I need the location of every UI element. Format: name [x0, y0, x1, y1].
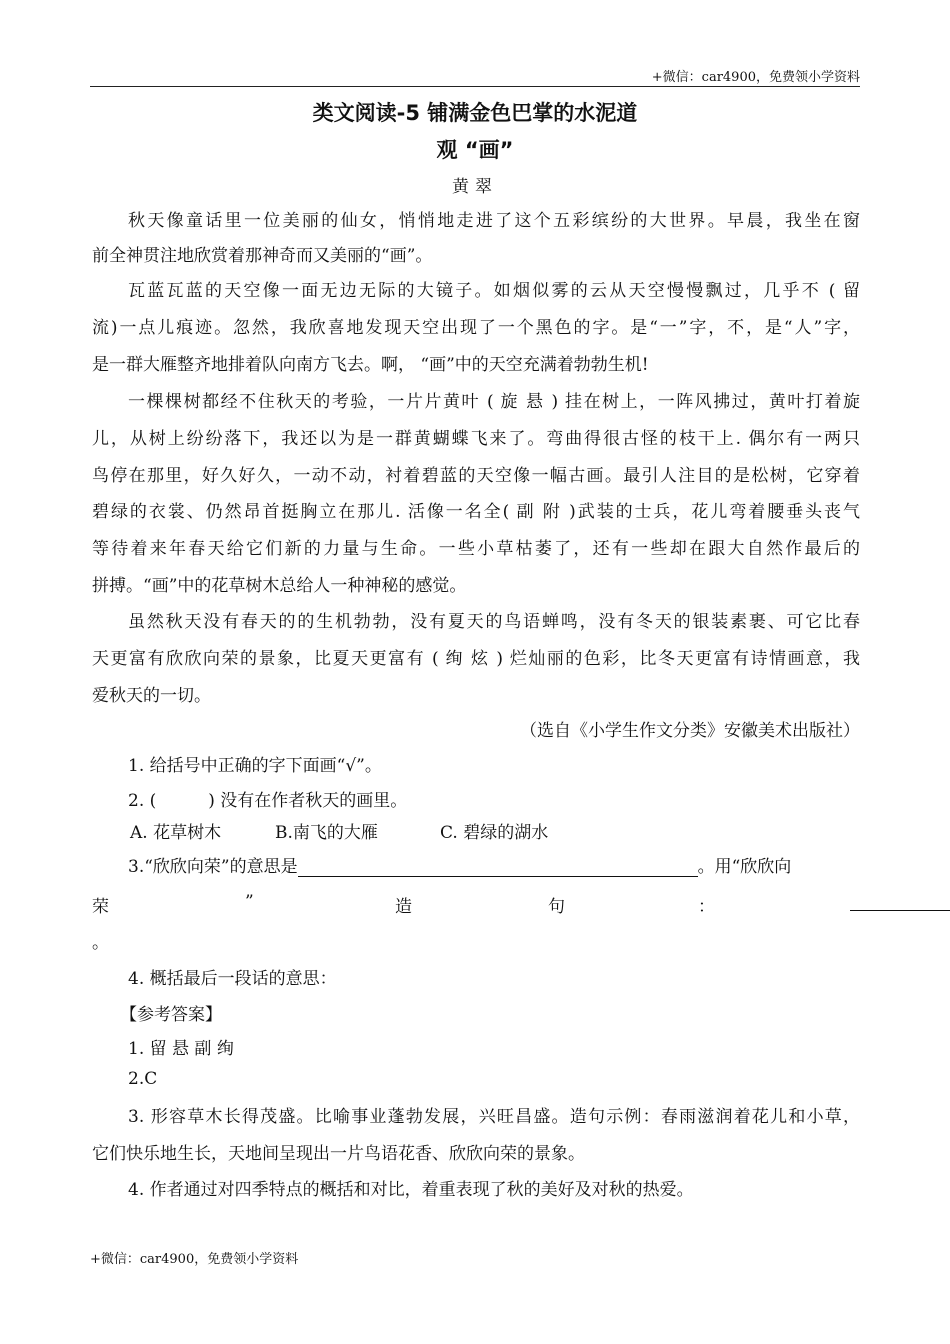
paragraph-line: 虽然秋天没有春天的的生机勃勃，没有夏天的鸟语蝉鸣，没有冬天的银装素裹、可它比春: [128, 612, 860, 632]
option-a: A. 花草树木: [130, 823, 222, 843]
paragraph-line: 碧绿的衣裳、仍然昂首挺胸立在那儿. 活像一名全( 副 附 )武装的士兵，花儿弯着腰垂头丧气: [92, 502, 860, 522]
paragraph-line: 前全神贯注地欣赏着那神奇而又美丽的“画”。: [92, 246, 433, 266]
paragraph-line: 拼搏。“画”中的花草树木总给人一种神秘的感觉。: [92, 576, 467, 596]
question-3-word: 句: [548, 897, 565, 917]
paragraph-line: 流)一点儿痕迹。忽然，我欣喜地发现天空出现了一个黑色的字。是“一”字，不，是“人”字，: [92, 318, 860, 338]
question-1: 1. 给括号中正确的字下面画“√”。: [128, 756, 382, 776]
answer-blank[interactable]: [298, 858, 698, 877]
paragraph-line: 爱秋天的一切。: [92, 686, 211, 706]
paragraph-line: 鸟停在那里，好久好久，一动不动，衬着碧蓝的天空像一幅古画。最引人注目的是松树，它穿着: [92, 466, 860, 486]
paragraph-line: 等待着来年春天给它们新的力量与生命。一些小草枯萎了，还有一些却在跟大自然作最后的: [92, 539, 860, 559]
question-3-suffix: 。用“欣欣向: [697, 857, 792, 877]
question-3-quote: ”: [245, 892, 254, 912]
header-note: +微信：car4900，免费领小学资料: [651, 70, 860, 85]
paragraph-line: 瓦蓝瓦蓝的天空像一面无边无际的大镜子。如烟似雾的云从天空慢慢飘过，几乎不 ( 留: [128, 281, 860, 301]
question-2: [128, 786, 828, 811]
question-3-end: 。: [92, 933, 109, 953]
question-3-prefix: 3.“欣欣向荣”的意思是: [128, 857, 298, 877]
paragraph-line: 儿，从树上纷纷落下，我还以为是一群黄蝴蝶飞来了。弯曲得很古怪的枝干上. 偶尔有一两只: [92, 429, 860, 449]
paragraph-line: 秋天像童话里一位美丽的仙女，悄悄地走进了这个五彩缤纷的大世界。早晨，我坐在窗: [128, 211, 860, 231]
header-divider: [90, 86, 860, 87]
question-2-suffix: ) 没有在作者秋天的画里。: [208, 791, 408, 811]
article-author: 黄翠: [452, 177, 498, 197]
answer-1: 1. 留 悬 副 绚: [128, 1039, 234, 1059]
question-3-word: 荣: [92, 897, 109, 917]
document-title: 类文阅读-5 铺满金色巴掌的水泥道: [312, 101, 638, 125]
question-3-word: 造: [395, 897, 412, 917]
paragraph-line: 一棵棵树都经不住秋天的考验，一片片黄叶 ( 旋 悬 ) 挂在树上，一阵风拂过，黄叶打着旋: [128, 392, 860, 412]
question-4: 4. 概括最后一段话的意思：: [128, 969, 337, 989]
answer-3-cont: 它们快乐地生长，天地间呈现出一片鸟语花香、欣欣向荣的景象。: [92, 1144, 585, 1164]
question-3: [128, 852, 860, 877]
question-2-prefix: 2. (: [128, 791, 157, 811]
footer-note: +微信：car4900，免费领小学资料: [90, 1252, 299, 1267]
answers-heading: 【参考答案】: [120, 1005, 222, 1025]
article-title: 观 “画”: [436, 138, 514, 162]
source-citation: （选自《小学生作文分类》安徽美术出版社）: [520, 721, 860, 741]
question-3-colon: ：: [698, 897, 715, 917]
answer-4: 4. 作者通过对四季特点的概括和对比，着重表现了秋的美好及对秋的热爱。: [128, 1180, 694, 1200]
answer-blank[interactable]: [850, 910, 950, 911]
paragraph-line: 天更富有欣欣向荣的景象，比夏天更富有 ( 绚 炫 ) 烂灿丽的色彩，比冬天更富有诗情画意，我: [92, 649, 860, 669]
option-c: C. 碧绿的湖水: [440, 823, 549, 843]
option-b: B.南飞的大雁: [275, 823, 378, 843]
paragraph-line: 是一群大雁整齐地排着队向南方飞去。啊， “画”中的天空充满着勃勃生机!: [92, 355, 649, 375]
answer-2: 2.C: [128, 1069, 158, 1089]
answer-3: 3. 形容草木长得茂盛。比喻事业蓬勃发展，兴旺昌盛。造句示例：春雨滋润着花儿和小草，: [128, 1107, 860, 1127]
